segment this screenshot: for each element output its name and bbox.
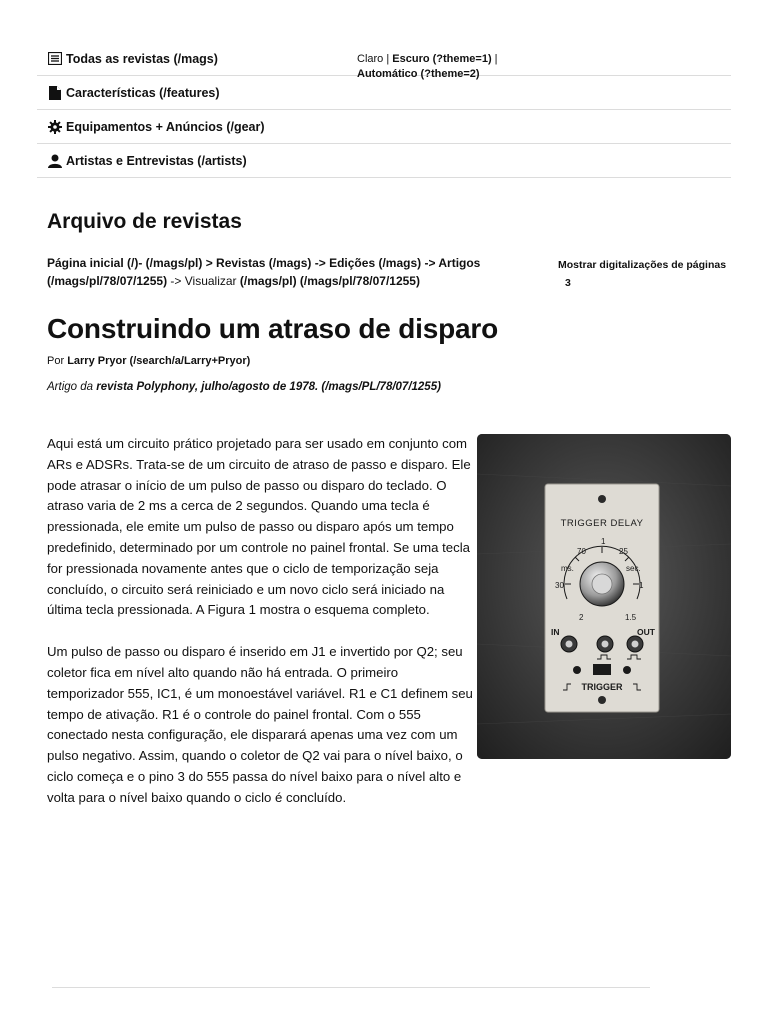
jack-in-label: IN: [551, 627, 560, 637]
dial-label: 30: [555, 581, 564, 590]
dial-label: 2: [579, 613, 584, 622]
dial-label: sec.: [626, 564, 641, 573]
breadcrumb-view-label: Visualizar: [184, 274, 237, 288]
breadcrumb-separator: ->: [421, 256, 439, 270]
jack-out-label: OUT: [637, 627, 655, 637]
theme-dark-link[interactable]: Escuro (?theme=1): [392, 53, 492, 65]
breadcrumb-separator: ->: [311, 256, 330, 270]
user-icon: [47, 153, 63, 169]
dial-label: 1.5: [625, 613, 637, 622]
nav-item-label: Características (/features): [66, 85, 220, 100]
theme-auto-link[interactable]: Automático (?theme=2): [357, 68, 480, 80]
page-scans-label: Mostrar digitalizações de páginas: [558, 259, 727, 271]
article-paragraph: Aqui está um circuito prático projetado para ser usado em conjunto com ARs e ADSRs. Trata-se de um circuito de atraso de passo e disparo. Ele pode atrasar o início de um pulso de passo ou disparo do teclado. O atraso varia de 2 ms a cerca de 2 segundos. Quando uma tecla é pressionada, ele emite um pulso de passo ou disparo após um tempo predefinido, determinado por um controle no painel frontal. Se uma tecla for pressionada novamente antes que o ciclo de temporização seja concluído, o circuito será reiniciado e um novo ciclo será iniciado na última tecla pressionada. A Figura 1 mostra o esquema completo.: [47, 436, 471, 618]
dial-label: 25: [619, 547, 628, 556]
dial-label: ms.: [561, 564, 574, 573]
nav-item-label: Todas as revistas (/mags): [66, 51, 218, 66]
theme-separator: |: [491, 53, 498, 65]
document-icon: [47, 85, 63, 101]
panel-title: TRIGGER DELAY: [560, 518, 644, 529]
list-icon: [47, 51, 63, 67]
theme-switcher: [357, 52, 527, 82]
article-source: [47, 381, 441, 393]
theme-separator: |: [383, 53, 393, 65]
archive-heading: Arquivo de revistas: [47, 210, 242, 233]
gear-icon: [47, 119, 63, 135]
panel-footer: TRIGGER: [581, 682, 623, 692]
nav-item-label: Artistas e Entrevistas (/artists): [66, 153, 247, 168]
page-scans-count: 3: [565, 277, 571, 289]
photo-spacer: [475, 434, 737, 774]
dial-label: 70: [577, 547, 586, 556]
breadcrumb-home-link[interactable]: Página inicial (/)- (/mags/pl): [47, 256, 203, 270]
breadcrumb-view-link[interactable]: (/mags/pl) (/mags/pl/78/07/1255): [236, 274, 420, 288]
article-title: Construindo um atraso de disparo: [47, 313, 498, 344]
breadcrumb-separator: >: [202, 256, 217, 270]
breadcrumb-separator: ->: [167, 274, 185, 288]
nav-item-gear[interactable]: [37, 110, 731, 144]
theme-light-link[interactable]: Claro: [357, 53, 384, 65]
breadcrumb-editions-link[interactable]: Edições (/mags): [329, 256, 422, 270]
article-body: [47, 434, 737, 830]
breadcrumb-articles-link[interactable]: Artigos (/mags/pl/78/07/1255): [47, 256, 481, 288]
author-link[interactable]: Larry Pryor (/search/a/Larry+Pryor): [67, 355, 251, 367]
breadcrumb-magazines-link[interactable]: Revistas (/mags): [216, 256, 312, 270]
source-link[interactable]: revista Polyphony, julho/agosto de 1978. (/mags/PL/78/07/1255): [96, 381, 441, 393]
nav-item-label: Equipamentos + Anúncios (/gear): [66, 119, 265, 134]
breadcrumb: [47, 254, 507, 290]
source-prefix: Artigo da: [47, 381, 97, 393]
byline-prefix: Por: [47, 355, 68, 367]
bottom-divider: [52, 987, 650, 988]
byline: [47, 355, 250, 367]
nav-item-artists[interactable]: [37, 144, 731, 178]
dial-label: 1: [639, 581, 644, 590]
page-scans-toggle[interactable]: [558, 256, 726, 292]
article-paragraph: Um pulso de passo ou disparo é inserido em J1 e invertido por Q2; seu coletor fica em nível alto quando não há entrada. O primeiro temporizador 555, IC1, é um monoestável variável. R1 e C1 definem seu tempo de ativação. R1 é o controle do painel frontal. Com o 555 conectado nesta configuração, ele disparará apenas uma vez com um pulso negativo. Assim, quando o coletor de Q2 vai para o nível baixo, o ciclo começa e o pino 3 do 555 passa do nível baixo para o nível alto e volta para o nível baixo quando o ciclo é concluído.: [47, 644, 473, 805]
dial-label: 1: [601, 537, 606, 546]
